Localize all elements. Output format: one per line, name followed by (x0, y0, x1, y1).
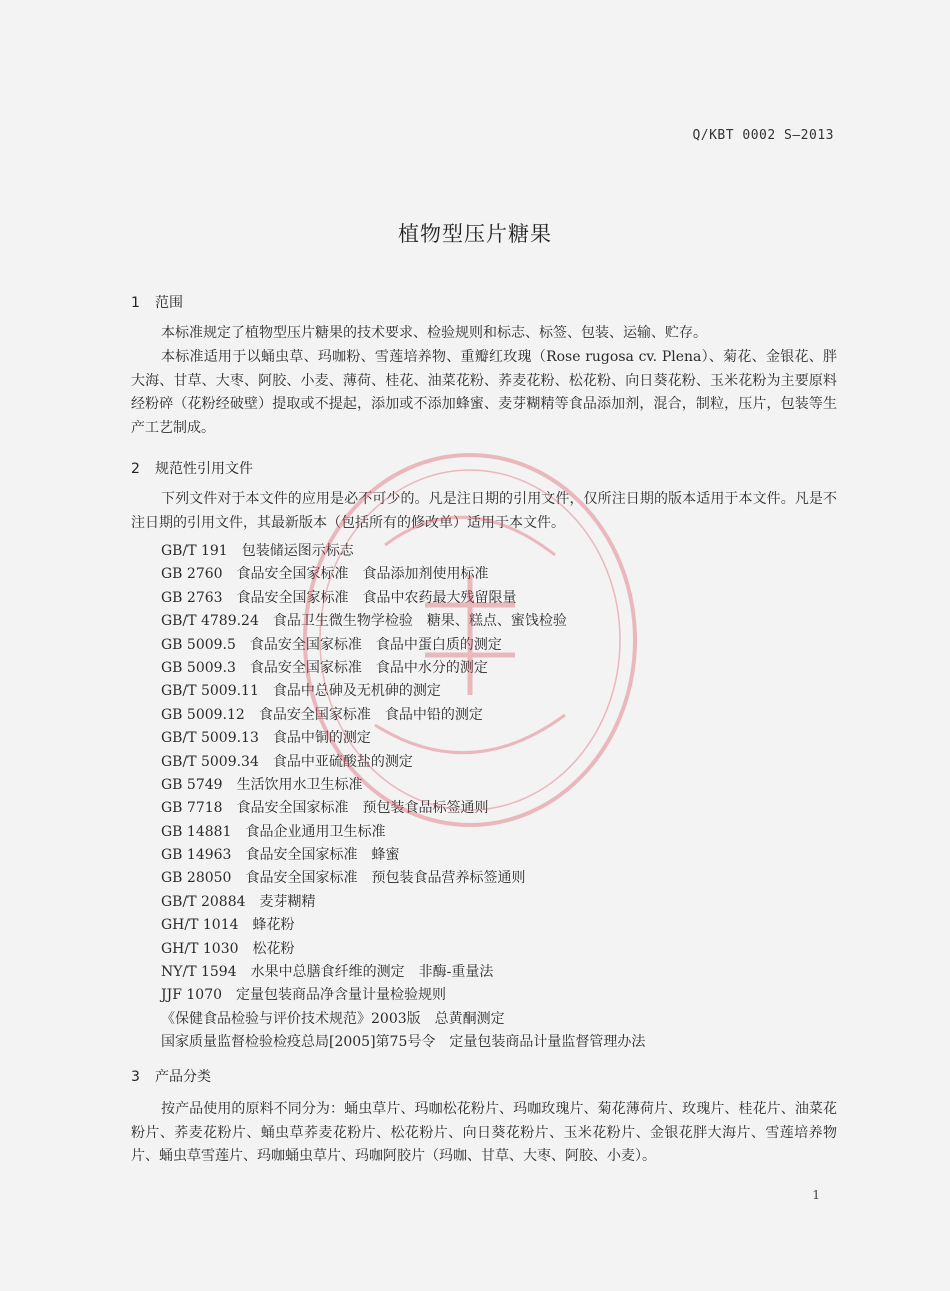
reference-name: 水果中总膳食纤维的测定 非酶-重量法 (250, 964, 494, 981)
scope-paragraph-2: 本标准适用于以蛹虫草、玛咖粉、雪莲培养物、重瓣红玫瑰（Rose rugosa cv. Plena）、菊花、金银花、胖大海、甘草、大枣、阿胶、小麦、薄荷、桂花、油菜花粉、荞麦花粉、松花粉、向日葵花粉、玉米花粉为主要原料经粉碎（花粉经破壁）提取或不提起，添加或不添加蜂蜜、麦芽糊精等食品添加剂，混合，制粒，压片，包装等生产工艺制成。 (131, 349, 837, 436)
reference-item (161, 867, 645, 890)
reference-code: GB 2760 (161, 566, 223, 583)
reference-name: 食品中铜的测定 (272, 730, 371, 747)
section-title: 产品分类 (155, 1069, 211, 1085)
reference-code: GB/T 4789.24 (161, 613, 259, 630)
reference-item (161, 1008, 645, 1031)
scope-paragraph-1: 本标准规定了植物型压片糖果的技术要求、检验规则和标志、标签、包装、运输、贮存。 (161, 325, 707, 341)
reference-name: 食品安全国家标准 食品中水分的测定 (249, 659, 488, 676)
reference-list (161, 540, 645, 1055)
reference-item (161, 821, 645, 844)
reference-name: 包装储运图示标志 (241, 543, 354, 559)
reference-code: 《保健食品检验与评价技术规范》2003版 (161, 1010, 421, 1027)
reference-item (161, 657, 645, 680)
reference-item (161, 751, 645, 774)
reference-code: GB 7718 (161, 800, 223, 817)
reference-name: 总黄酮测定 (434, 1010, 505, 1027)
reference-item (161, 774, 645, 797)
classification-paragraph: 按产品使用的原料不同分为：蛹虫草片、玛咖松花粉片、玛咖玫瑰片、菊花薄荷片、玫瑰片、桂花片、油菜花粉片、荞麦花粉片、蛹虫草荞麦花粉片、松花粉片、向日葵花粉片、玉米花粉片、金银花胖大海片、雪莲培养物片、蛹虫草雪莲片、玛咖蛹虫草片、玛咖阿胶片（玛咖、甘草、大枣、阿胶、小麦）。 (131, 1101, 837, 1164)
reference-code: GB 5009.12 (161, 706, 245, 723)
section-title: 规范性引用文件 (155, 461, 253, 477)
reference-code: GB 2763 (161, 589, 223, 606)
reference-name: 食品中亚硫酸盐的测定 (272, 753, 413, 770)
reference-code: GB 5009.3 (161, 659, 236, 676)
references-intro-paragraph: 下列文件对于本文件的应用是必不可少的。凡是注日期的引用文件，仅所注日期的版本适用于本文件。凡是不注日期的引用文件，其最新版本（包括所有的修改单）适用于本文件。 (131, 491, 837, 531)
reference-name: 食品安全国家标准 预包装食品标签通则 (236, 800, 489, 817)
reference-code: NY/T 1594 (161, 964, 237, 981)
section-3-heading (131, 1066, 211, 1086)
reference-code: 国家质量监督检验检疫总局[2005]第75号令 (161, 1034, 436, 1051)
section-title: 范围 (155, 295, 183, 311)
document-code: Q/KBT 0002 S—2013 (692, 128, 834, 143)
reference-item (161, 704, 645, 727)
reference-name: 麦芽糊精 (259, 893, 316, 910)
reference-code: GB 28050 (161, 870, 232, 887)
reference-name: 定量包装商品计量监督管理办法 (449, 1034, 646, 1051)
reference-code: GH/T 1030 (161, 940, 239, 957)
reference-item (161, 844, 645, 867)
reference-name: 食品安全国家标准 食品中农药最大残留限量 (236, 589, 517, 606)
reference-item (161, 797, 645, 820)
reference-code: GB 14963 (161, 847, 232, 864)
reference-name: 食品卫生微生物学检验 糖果、糕点、蜜饯检验 (272, 613, 567, 630)
reference-name: 食品安全国家标准 预包装食品营养标签通则 (245, 870, 526, 887)
reference-code: GB/T 5009.13 (161, 730, 259, 747)
reference-name: 食品中总砷及无机砷的测定 (272, 683, 441, 700)
reference-name: 食品安全国家标准 食品中蛋白质的测定 (249, 636, 502, 653)
reference-code: GB 14881 (161, 823, 232, 840)
reference-code: JJF 1070 (161, 987, 223, 1004)
reference-item (161, 1031, 645, 1054)
reference-name: 食品安全国家标准 食品中铅的测定 (258, 706, 483, 723)
page-number: 1 (812, 1188, 820, 1202)
reference-name: 食品企业通用卫生标准 (245, 823, 386, 840)
reference-item (161, 634, 645, 657)
reference-name: 松花粉 (252, 940, 295, 957)
document-title: 植物型压片糖果 (398, 222, 552, 246)
reference-item (161, 587, 645, 610)
reference-name: 蜂花粉 (252, 917, 295, 934)
reference-code: GB 5009.5 (161, 636, 236, 653)
reference-item (161, 727, 645, 750)
reference-item (161, 891, 645, 914)
reference-item (161, 680, 645, 703)
reference-item (161, 938, 645, 961)
reference-code: GB/T 191 (161, 543, 228, 559)
reference-name: 定量包装商品净含量计量检验规则 (236, 987, 447, 1004)
reference-item (161, 914, 645, 937)
reference-code: GH/T 1014 (161, 917, 239, 934)
reference-item (161, 610, 645, 633)
reference-code: GB/T 5009.34 (161, 753, 259, 770)
reference-name: 生活饮用水卫生标准 (236, 776, 363, 793)
reference-item (161, 984, 645, 1007)
section-number: 1 (131, 295, 140, 311)
section-number: 3 (131, 1069, 140, 1085)
reference-code: GB 5749 (161, 776, 223, 793)
reference-item (161, 961, 645, 984)
section-2-heading (131, 458, 253, 478)
reference-code: GB/T 5009.11 (161, 683, 259, 700)
section-number: 2 (131, 461, 140, 477)
reference-item (161, 540, 645, 563)
reference-name: 食品安全国家标准 蜂蜜 (245, 847, 400, 864)
reference-item (161, 563, 645, 586)
reference-name: 食品安全国家标准 食品添加剂使用标准 (236, 566, 489, 583)
reference-code: GB/T 20884 (161, 893, 246, 910)
section-1-heading (131, 292, 183, 312)
